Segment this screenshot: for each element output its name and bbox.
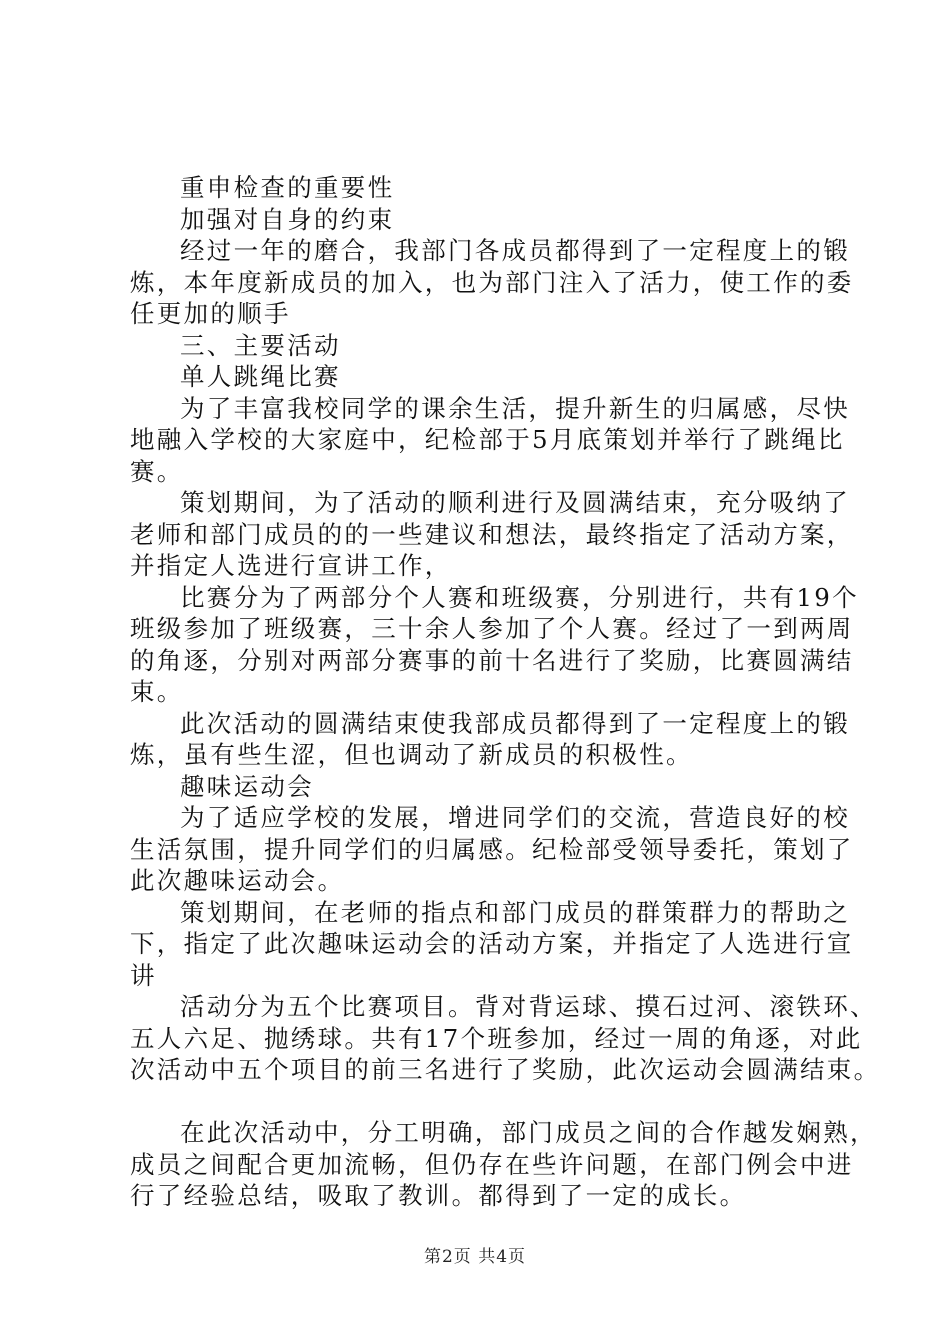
text-line: 讲 <box>130 960 157 990</box>
text-line: 炼，虽有些生涩，但也调动了新成员的积极性。 <box>130 740 693 769</box>
text-line: 为了适应学校的发展，增进同学们的交流，营造良好的校 <box>180 803 850 832</box>
text-line: 在此次活动中，分工明确，部门成员之间的合作越发娴熟， <box>180 1118 877 1147</box>
text-line: 任更加的顺手 <box>130 299 291 328</box>
subsection-heading: 单人跳绳比赛 <box>180 362 341 391</box>
text-line: 加强对自身的约束 <box>180 204 395 234</box>
paragraph-gap <box>130 1086 835 1118</box>
text-line: 行了经验总结，吸取了教训。都得到了一定的成长。 <box>130 1181 747 1210</box>
text-line: 生活氛围，提升同学们的归属感。纪检部受领导委托，策划了 <box>130 834 854 864</box>
text-line: 的角逐，分别对两部分赛事的前十名进行了奖励，比赛圆满结 <box>130 645 854 675</box>
text-line: 班级参加了班级赛，三十余人参加了个人赛。经过了一到两周 <box>130 614 854 643</box>
text-line: 重申检查的重要性 <box>180 173 395 202</box>
text-line: 束。 <box>130 677 184 706</box>
text-line: 策划期间，为了活动的顺利进行及圆满结束，充分吸纳了 <box>180 488 850 517</box>
section-heading: 三、主要活动 <box>180 330 341 360</box>
text-line: 比赛分为了两部分个人赛和班级赛，分别进行，共有19个 <box>180 582 859 612</box>
text-line: 炼，本年度新成员的加入，也为部门注入了活力，使工作的委 <box>130 267 854 297</box>
text-line: 地融入学校的大家庭中，纪检部于5月底策划并举行了跳绳比 <box>130 425 845 454</box>
document-body <box>130 172 881 1212</box>
page-footer: 第2页 共4页 <box>423 1247 527 1267</box>
text-line: 成员之间配合更加流畅，但仍存在些许问题，在部门例会中进 <box>130 1149 854 1179</box>
text-line: 五人六足、抛绣球。共有17个班参加，经过一周的角逐，对此 <box>130 1023 863 1053</box>
text-line: 活动分为五个比赛项目。背对背运球、摸石过河、滚铁环、 <box>180 992 877 1021</box>
text-line: 策划期间，在老师的指点和部门成员的群策群力的帮助之 <box>180 897 850 927</box>
text-line: 经过一年的磨合，我部门各成员都得到了一定程度上的锻 <box>180 236 850 265</box>
text-line: 赛。 <box>130 456 184 486</box>
text-line: 下，指定了此次趣味运动会的活动方案，并指定了人选进行宣 <box>130 929 854 958</box>
text-line: 老师和部门成员的的一些建议和想法，最终指定了活动方案， <box>130 519 854 549</box>
text-line: 此次趣味运动会。 <box>130 866 345 895</box>
text-line: 为了丰富我校同学的课余生活，提升新生的归属感，尽快 <box>180 393 850 423</box>
text-line: 此次活动的圆满结束使我部成员都得到了一定程度上的锻 <box>180 708 850 738</box>
text-line: 并指定人选进行宣讲工作， <box>130 551 452 580</box>
text-line: 次活动中五个项目的前三名进行了奖励，此次运动会圆满结束。 <box>130 1055 881 1084</box>
subsection-heading: 趣味运动会 <box>180 771 314 801</box>
